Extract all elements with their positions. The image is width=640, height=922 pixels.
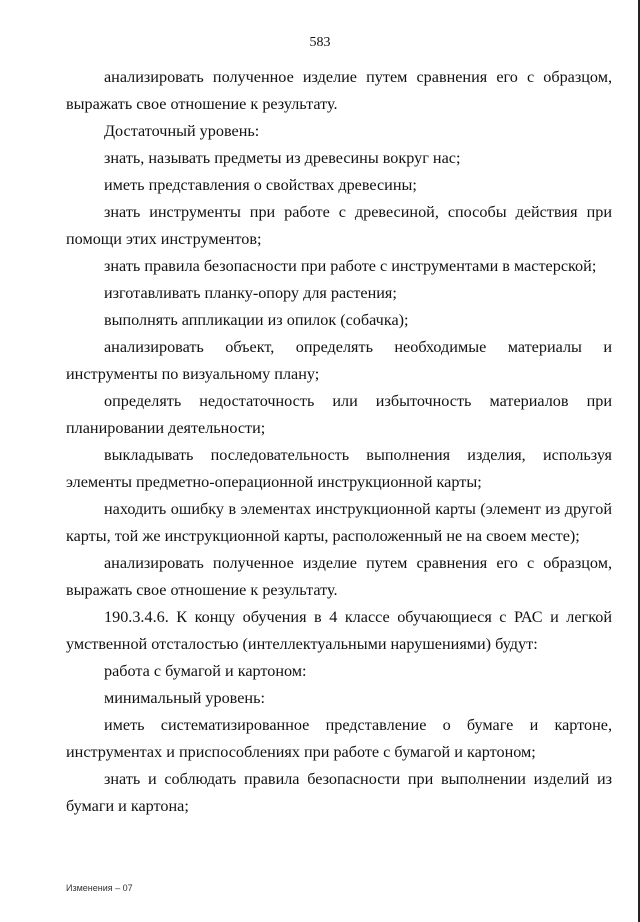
paragraph: работа с бумагой и картоном: [104,662,307,680]
paragraph: знать правила безопасности при работе с инструментами в мастерской; [104,257,597,275]
document-body [66,64,612,820]
paragraph: анализировать объект, определять необходимые материалы и инструменты по визуальному плану; [66,338,612,383]
page-number: 583 [309,35,331,50]
paragraph: определять недостаточность или избыточность материалов при планировании деятельности; [66,392,612,437]
paragraph: находить ошибку в элементах инструкционной карты (элемент из другой карты, той же инструкционной карты, расположенный не на своем месте); [66,500,612,545]
paragraph: 190.3.4.6. К концу обучения в 4 классе обучающиеся с РАС и легкой умственной отсталостью (интеллектуальными нарушениями) будут: [66,608,612,653]
paragraph: знать инструменты при работе с древесиной, способы действия при помощи этих инструментов; [66,203,612,248]
paragraph: знать и соблюдать правила безопасности при выполнении изделий из бумаги и картона; [66,770,612,815]
paragraph: минимальный уровень: [104,689,265,707]
paragraph: Достаточный уровень: [104,122,260,140]
paragraph: анализировать полученное изделие путем сравнения его с образцом, выражать свое отношение к результату. [66,554,612,599]
paragraph: иметь систематизированное представление о бумаге и картоне, инструментах и приспособлениях при работе с бумагой и картоном; [66,716,612,761]
paragraph: анализировать полученное изделие путем сравнения его с образцом, выражать свое отношение к результату. [66,68,612,113]
paragraph: знать, называть предметы из древесины вокруг нас; [104,149,461,167]
paragraph: выполнять аппликации из опилок (собачка); [104,311,409,329]
footer-note: Изменения – 07 [66,883,133,893]
paragraph: иметь представления о свойствах древесины; [104,176,417,194]
paragraph: выкладывать последовательность выполнения изделия, используя элементы предметно-операционной инструкционной карты; [66,446,612,491]
paragraph: изготавливать планку-опору для растения; [104,284,397,302]
